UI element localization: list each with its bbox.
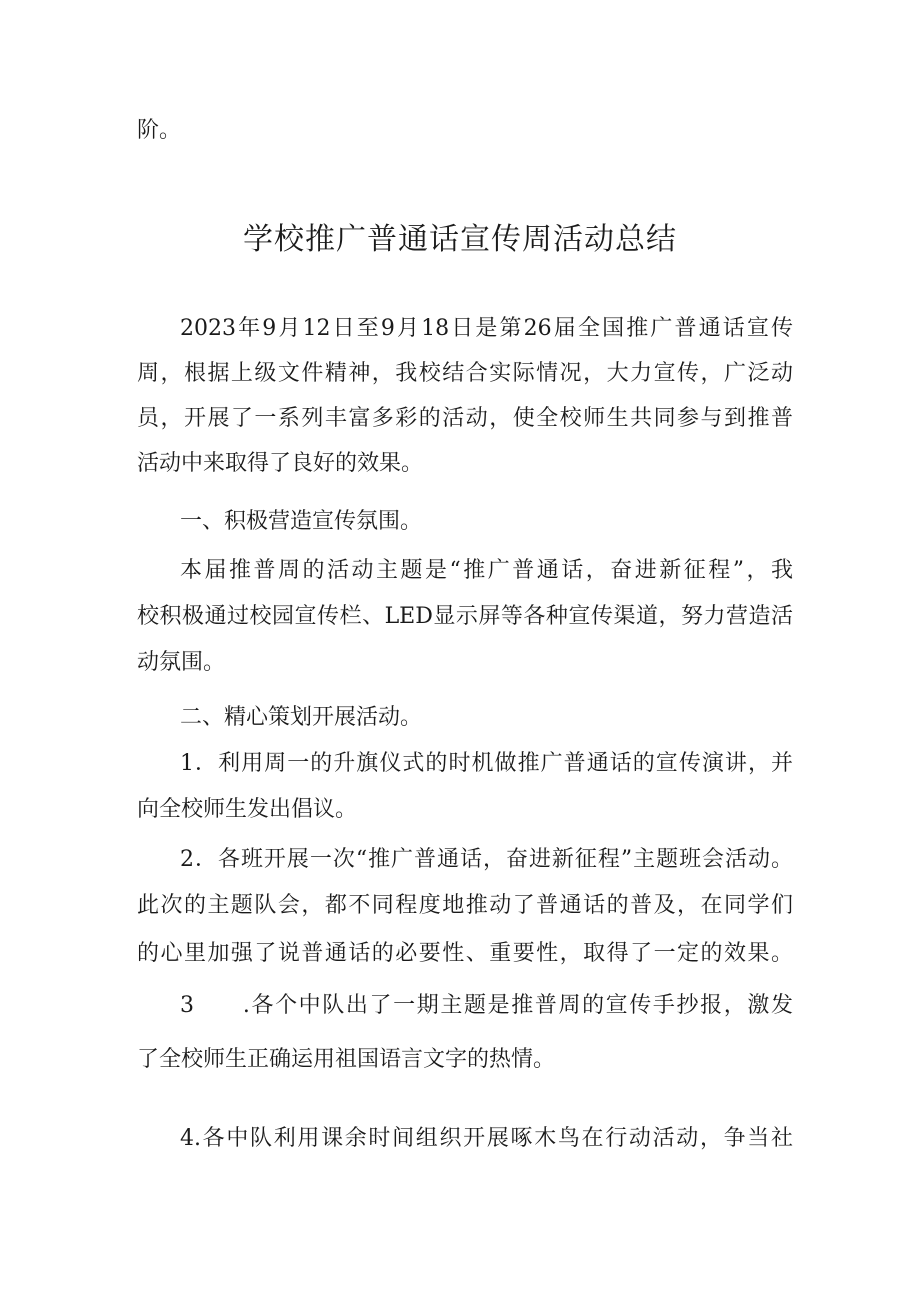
intro-line-3: 员，开展了一系列丰富多彩的活动，使全校师生共同参与到推普 (137, 406, 793, 431)
item-3-line-1: 3 .各个中队出了一期主题是推普周的宣传手抄报，激发 (180, 993, 793, 1018)
item-4-line-1: 4.各中队利用课余时间组织开展啄木鸟在行动活动，争当社 (180, 1126, 793, 1151)
section-1-heading: 一、积极营造宣传氛围。 (180, 509, 423, 534)
section-1-line-2: 校积极通过校园宣传栏、LED显示屏等各种宣传渠道，努力营造活 (137, 604, 793, 629)
intro-line-1: 2023年9月12日至9月18日是第26届全国推广普通话宣传 (180, 316, 793, 341)
item-2-line-3: 的心里加强了说普通话的必要性、重要性，取得了一定的效果。 (137, 941, 793, 966)
item-2-line-2: 此次的主题队会，都不同程度地推动了普通话的普及，在同学们 (137, 893, 793, 918)
intro-line-4: 活动中来取得了良好的效果。 (137, 451, 424, 476)
document-title: 学校推广普通话宣传周活动总结 (243, 222, 677, 257)
section-2-heading: 二、精心策划开展活动。 (180, 705, 423, 730)
item-2-line-1: 2．各班开展一次“推广普通话，奋进新征程”主题班会活动。 (180, 847, 793, 872)
item-1-line-1: 1．利用周一的升旗仪式的时机做推广普通话的宣传演讲，并 (180, 751, 793, 776)
intro-line-2: 周，根据上级文件精神，我校结合实际情况，大力宣传，广泛动 (137, 361, 793, 386)
item-1-line-2: 向全校师生发出倡议。 (137, 797, 358, 822)
item-3-line-2: 了全校师生正确运用祖国语言文字的热情。 (137, 1047, 556, 1072)
fragment-line: 阶。 (137, 118, 182, 143)
section-1-line-1: 本届推普周的活动主题是“推广普通话，奋进新征程”，我 (180, 558, 793, 583)
section-1-line-3: 动氛围。 (137, 650, 226, 675)
